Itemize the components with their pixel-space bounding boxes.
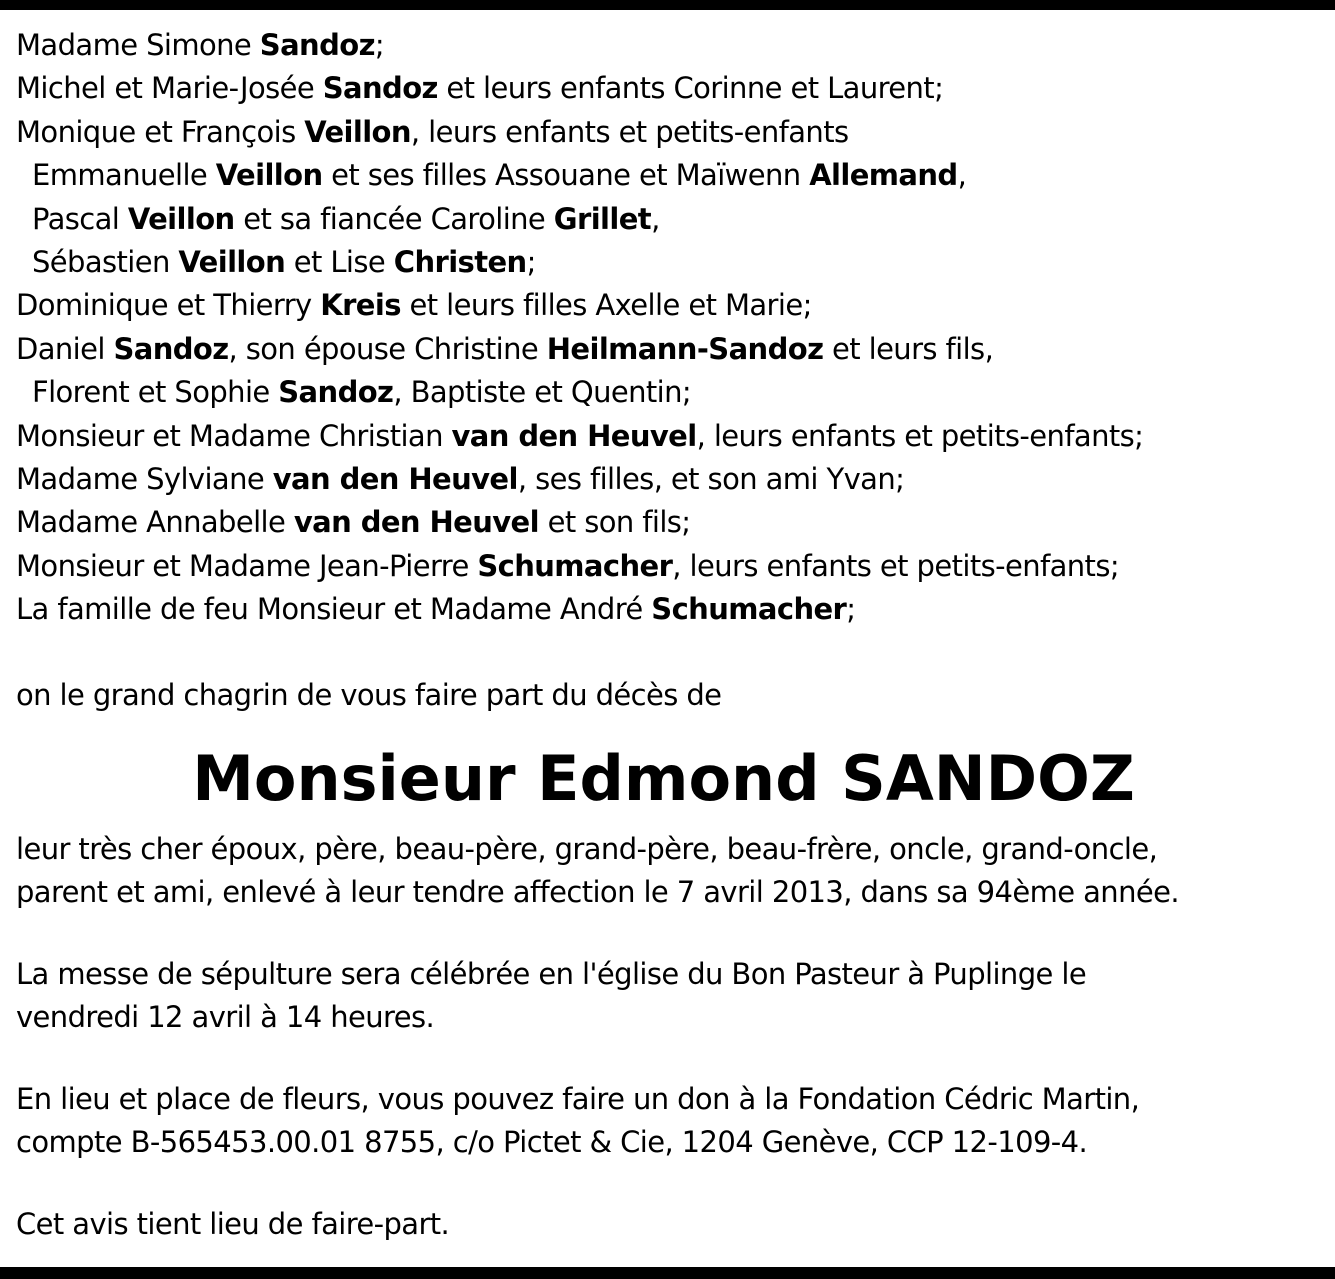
family-line <box>16 501 1321 544</box>
family-text: Daniel <box>16 331 114 366</box>
deceased-name: Monsieur Edmond SANDOZ <box>192 742 1135 816</box>
family-line <box>16 24 1321 67</box>
family-surname: Sandoz <box>259 28 375 62</box>
family-text: et Lise <box>285 244 394 279</box>
family-text: Emmanuelle <box>32 158 216 193</box>
family-text: , <box>651 201 660 236</box>
family-line <box>16 111 1321 154</box>
family-surname: Heilmann-Sandoz <box>546 331 824 366</box>
family-text: Monsieur et Madame Christian <box>16 418 452 453</box>
closing-paragraph <box>16 1203 1321 1246</box>
family-line <box>16 588 1321 631</box>
family-surname: Sandoz <box>278 375 394 410</box>
relation-line: leur très cher époux, père, beau-père, grand-père, beau-frère, oncle, grand-oncle, <box>16 832 1158 867</box>
family-line <box>16 241 1321 284</box>
family-surname: Sandoz <box>322 71 438 106</box>
family-list <box>16 24 1321 631</box>
family-surname: Allemand <box>809 158 958 193</box>
family-text: et son fils; <box>538 505 691 540</box>
family-line <box>16 415 1321 458</box>
donation-line: compte B-565453.00.01 8755, c/o Pictet & Cie, 1204 Genève, CCP 12-109-4. <box>16 1125 1088 1160</box>
family-text: et sa fiancée Caroline <box>234 201 554 236</box>
family-text: et ses filles Assouane et Maïwenn <box>322 158 810 193</box>
death-notice <box>16 24 1321 1246</box>
family-text: Madame Simone <box>16 28 260 62</box>
family-text: , leurs enfants et petits-enfants; <box>672 548 1120 583</box>
family-text: Monique et François <box>16 114 305 149</box>
family-line <box>16 67 1321 110</box>
donation-paragraph <box>16 1078 1321 1164</box>
family-text: et leurs filles Axelle et Marie; <box>400 288 812 323</box>
family-surname: van den Heuvel <box>451 418 697 453</box>
family-text: , son épouse Christine <box>228 331 547 366</box>
family-line <box>16 198 1321 241</box>
family-surname: Schumacher <box>477 548 673 583</box>
funeral-paragraph <box>16 953 1321 1039</box>
top-border <box>0 0 1335 10</box>
family-text: Sébastien <box>32 244 179 279</box>
family-line <box>16 284 1321 327</box>
family-text: Madame Sylviane <box>16 461 273 496</box>
relation-line: parent et ami, enlevé à leur tendre affection le 7 avril 2013, dans sa 94ème année. <box>16 875 1179 910</box>
family-text: et leurs fils, <box>823 331 994 366</box>
family-surname: Veillon <box>215 158 323 193</box>
family-text: Michel et Marie-Josée <box>16 71 323 106</box>
bottom-border <box>0 1267 1335 1279</box>
family-text: La famille de feu Monsieur et Madame André <box>16 592 652 627</box>
announcement-intro: on le grand chagrin de vous faire part du décès de <box>16 678 722 713</box>
funeral-line: La messe de sépulture sera célébrée en l'église du Bon Pasteur à Puplinge le <box>16 957 1087 992</box>
family-surname: Grillet <box>553 201 652 236</box>
funeral-line: vendredi 12 avril à 14 heures. <box>16 1000 435 1035</box>
family-line <box>16 154 1321 197</box>
family-surname: van den Heuvel <box>272 461 518 496</box>
family-text: ; <box>846 592 856 627</box>
family-text: et leurs enfants Corinne et Laurent; <box>437 71 944 106</box>
family-text: , leurs enfants et petits-enfants <box>410 114 849 149</box>
family-line <box>16 328 1321 371</box>
family-text: ; <box>526 244 536 279</box>
family-text: , leurs enfants et petits-enfants; <box>696 418 1144 453</box>
family-text: , ses filles, et son ami Yvan; <box>517 461 905 496</box>
family-text: ; <box>374 28 385 62</box>
family-text: Dominique et Thierry <box>16 288 321 323</box>
family-surname: Schumacher <box>651 592 847 627</box>
family-line <box>16 458 1321 501</box>
family-text: Madame Annabelle <box>16 505 294 540</box>
donation-line: En lieu et place de fleurs, vous pouvez faire un don à la Fondation Cédric Martin, <box>16 1082 1140 1117</box>
family-surname: Veillon <box>127 201 235 236</box>
family-line <box>16 371 1321 414</box>
closing-line: Cet avis tient lieu de faire-part. <box>16 1207 450 1242</box>
family-text: Florent et Sophie <box>32 375 279 410</box>
relation-paragraph <box>16 828 1321 914</box>
family-text: , Baptiste et Quentin; <box>393 375 692 410</box>
family-text: Pascal <box>32 201 128 236</box>
family-line <box>16 545 1321 588</box>
family-surname: Christen <box>393 244 527 279</box>
family-surname: Kreis <box>320 288 401 323</box>
family-text: , <box>957 158 967 193</box>
family-surname: Veillon <box>304 114 411 149</box>
family-surname: van den Heuvel <box>293 505 539 540</box>
family-text: Monsieur et Madame Jean-Pierre <box>16 548 478 583</box>
family-surname: Veillon <box>178 244 286 279</box>
family-surname: Sandoz <box>113 331 229 366</box>
